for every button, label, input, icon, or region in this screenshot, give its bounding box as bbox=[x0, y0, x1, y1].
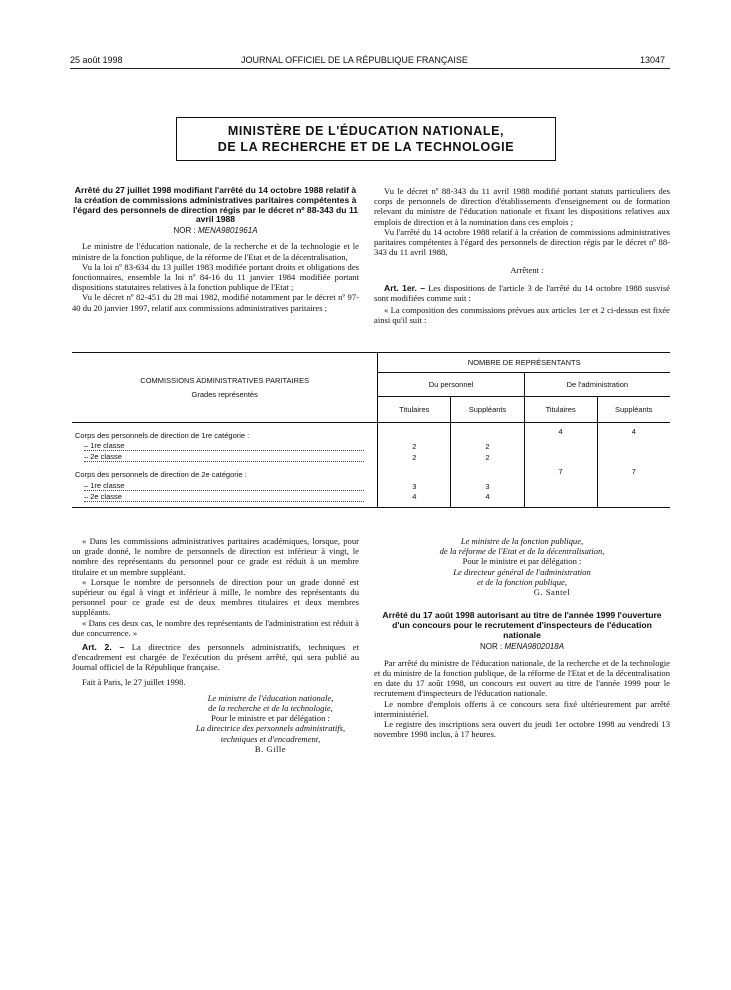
fait-a-paris: Fait à Paris, le 27 juillet 1998. bbox=[82, 676, 186, 687]
signature-block-1: Le ministre de l'éducation nationale, de la recherche et de la technologie, Pour le ministre et par délégation : La directrice des personnels administratifs, techniques et d'encadrement, B. Gille bbox=[195, 692, 346, 754]
arrete1-p7: « Lorsque le nombre de personnels de direction pour un grade donné est supérieur ou égal à vingt et inférieur à mille, le nombre des représentants du personnel pour ce grade est de deux membres titulaires et deux membres suppléants. bbox=[72, 576, 359, 618]
table-cell: 2 bbox=[378, 441, 451, 452]
table-cell: 3 bbox=[378, 481, 451, 492]
table-cell: 4 bbox=[378, 492, 451, 508]
signature-block-2: Le ministre de la fonction publique, de la réforme de l'Etat et de la décentralisation, Pour le ministre et par délégation : Le directeur général de l'administration et de la fonction publique, G. Santel bbox=[439, 536, 605, 598]
article-2: Art. 2. – La directrice des personnels administratifs, techniques et d'encadrement est chargée de l'exécution du présent arrêté, qui sera publié au Journal officiel de la République française. bbox=[72, 642, 359, 673]
arrete1-right-bottom bbox=[374, 536, 670, 739]
table-head-tit: Titulaires bbox=[378, 397, 451, 423]
arrete1-left-top bbox=[72, 186, 359, 313]
arrete2-p3: Le registre des inscriptions sera ouvert du jeudi 1er octobre 1998 au vendredi 13 novembre 1998 inclus, à 17 heures. bbox=[374, 719, 670, 740]
arrete1-p5: Vu l'arrêté du 14 octobre 1988 relatif à la création de commissions administratives paritaires compétentes à l'égard des personnels de direction régis par le décret nº 88-343 du 11 avril 1988, bbox=[374, 226, 670, 258]
table-row: – 1re classe 3 3 bbox=[72, 481, 670, 492]
ministry-line-2: DE LA RECHERCHE ET DE LA TECHNOLOGIE bbox=[217, 140, 515, 154]
arrete2-p1: Par arrêté du ministre de l'éducation nationale, de la recherche et de la technologie et du ministre de la fonction publique, de la réforme de l'Etat et de la décentralisation en date du 17 août 1998, un concours est ouvert au titre de l'année 1999 pour le recrutement d'inspecteurs de l'éducation nationale. bbox=[374, 657, 670, 699]
ministry-line-1: MINISTÈRE DE L'ÉDUCATION NATIONALE, bbox=[227, 124, 505, 138]
arrete1-p2: Vu la loi nº 83-634 du 13 juillet 1983 modifiée portant droits et obligations des fonctionnaires, ensemble la loi nº 84-16 du 11 janvier 1984 modifiée portant dispositions statutaires relatives à la fonction publique de l'Etat ; bbox=[72, 261, 359, 293]
journal-title: JOURNAL OFFICIEL DE LA RÉPUBLIQUE FRANÇAISE bbox=[241, 55, 468, 65]
arrete1-p3: Vu le décret nº 82-451 du 28 mai 1982, modifié notamment par le décret nº 97-40 du 20 janvier 1997, relatif aux commissions administratives paritaires ; bbox=[72, 292, 359, 313]
table-cell: 4 bbox=[597, 423, 670, 441]
table-cell: 2 bbox=[451, 441, 524, 452]
table-cell: 4 bbox=[451, 492, 524, 508]
table-head-sup2: Suppléants bbox=[597, 397, 670, 423]
arrete1-right-top bbox=[374, 186, 670, 325]
arrete1-p1: Le ministre de l'éducation nationale, de la recherche et de la technologie et le ministre de la fonction publique, de la réforme de l'Etat et de la décentralisation, bbox=[72, 241, 359, 262]
table-cell: 7 bbox=[524, 463, 597, 481]
representatives-table bbox=[72, 352, 670, 508]
table-group-1: Corps des personnels de direction de 1re catégorie : bbox=[75, 431, 250, 441]
table-cell: 2 bbox=[378, 452, 451, 463]
header-rule bbox=[70, 68, 670, 69]
arrete2-p2: Le nombre d'emplois offerts à ce concours sera fixé ultérieurement par arrêté interministériel. bbox=[374, 698, 670, 719]
arretent: Arrêtent : bbox=[510, 265, 544, 276]
table-head-personnel: Du personnel bbox=[378, 373, 524, 397]
table-head-admin: De l'administration bbox=[524, 373, 670, 397]
arrete1-nor: NOR : MENA9801961A bbox=[173, 226, 258, 236]
table-head-main: COMMISSIONS ADMINISTRATIVES PARITAIRES Grades représentés bbox=[140, 376, 310, 399]
arrete2-title: Arrêté du 17 août 1998 autorisant au titre de l'année 1999 l'ouverture d'un concours pour le recrutement d'inspecteurs de l'éducation nationale bbox=[382, 610, 662, 640]
table-row: – 1re classe 2 2 bbox=[72, 441, 670, 452]
arrete1-p8: « Dans ces deux cas, le nombre des représentants de l'administration est réduit à due concurrence. » bbox=[72, 617, 359, 638]
table-cell: 7 bbox=[597, 463, 670, 481]
arrete1-title: Arrêté du 27 juillet 1998 modifiant l'arrêté du 14 octobre 1988 relatif à la création de commissions administratives paritaires compétentes à l'égard des personnels de direction régis par le décret nº 88-343 du 11 avril 1988 bbox=[72, 185, 359, 225]
table-cell: 2 bbox=[451, 452, 524, 463]
table-row: – 2e classe 2 2 bbox=[72, 452, 670, 463]
arrete1-p6: « Dans les commissions administratives paritaires académiques, lorsque, pour un grade donné, le nombre de personnels de direction est inférieur à vingt, le nombre des représentants du personnel pour ce grade est réduit à un membre titulaire et un membre suppléant. bbox=[72, 536, 359, 577]
page-date: 25 août 1998 bbox=[70, 55, 123, 65]
quote-1: « La composition des commissions prévues aux articles 1er et 2 ci-dessus est fixée ainsi qu'il suit : bbox=[374, 305, 670, 326]
table-head-tit2: Titulaires bbox=[524, 397, 597, 423]
article-1: Art. 1er. – Les dispositions de l'article 3 de l'arrêté du 14 octobre 1988 susvisé sont modifiées comme suit : bbox=[374, 282, 670, 303]
page-number: 13047 bbox=[640, 55, 666, 65]
table-head-group: NOMBRE DE REPRÉSENTANTS bbox=[378, 353, 670, 373]
arrete2-nor: NOR : MENA9802018A bbox=[479, 641, 565, 651]
arrete1-left-bottom bbox=[72, 536, 359, 754]
table-cell: 3 bbox=[451, 481, 524, 492]
table-group-2: Corps des personnels de direction de 2e catégorie : bbox=[75, 470, 247, 479]
table-cell: 4 bbox=[524, 423, 597, 441]
arrete1-p4: Vu le décret nº 88-343 du 11 avril 1988 modifié portant statuts particuliers des corps de personnels de direction d'établissements d'enseignement ou de formation relevant du ministre de l'éducation nationale et fixant les dispositions relatives aux emplois de direction et à la nomination dans ces emplois ; bbox=[374, 186, 670, 227]
ministry-box bbox=[176, 117, 556, 161]
table-head-sup: Suppléants bbox=[451, 397, 524, 423]
table-row: – 2e classe 4 4 bbox=[72, 492, 670, 508]
